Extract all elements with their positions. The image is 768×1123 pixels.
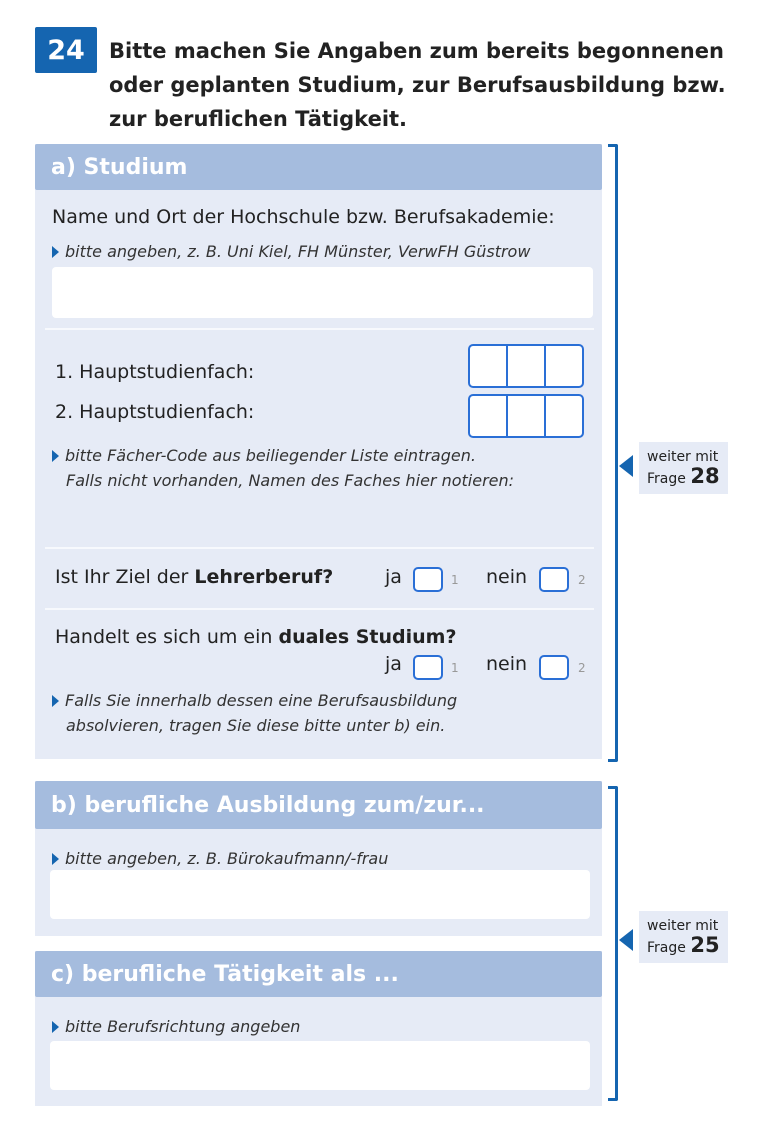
hint-arrow-icon bbox=[52, 246, 59, 258]
goto-arrow-icon bbox=[619, 455, 633, 477]
code-digit-box[interactable] bbox=[470, 396, 508, 436]
teacher-question-bold: Lehrerberuf? bbox=[194, 566, 334, 588]
goto-frage-number: 25 bbox=[690, 933, 720, 957]
subject2-code-field[interactable] bbox=[468, 394, 584, 438]
subject-hint-line1: bitte Fächer-Code aus beiliegender Liste eintragen. bbox=[65, 446, 476, 465]
goto-frage-number: 28 bbox=[690, 464, 720, 488]
dual-hint-line2: absolvieren, tragen Sie diese bitte unter b) ein. bbox=[66, 716, 446, 735]
goto-frage-28 bbox=[639, 442, 728, 494]
dual-hint-line1: Falls Sie innerhalb dessen eine Berufsausbildung bbox=[65, 691, 458, 710]
hint-arrow-icon bbox=[52, 695, 59, 707]
section-c-hint bbox=[52, 1014, 300, 1039]
school-hint bbox=[52, 239, 530, 264]
goto-text: weiter mit bbox=[647, 449, 719, 465]
section-a-header: a) Studium bbox=[35, 144, 602, 190]
goto-text: weiter mit bbox=[647, 918, 719, 934]
question-title bbox=[109, 34, 729, 136]
hint-arrow-icon bbox=[52, 853, 59, 865]
dual-question-bold: duales Studium? bbox=[278, 626, 457, 648]
section-b-hint bbox=[52, 846, 388, 871]
code-digit-box[interactable] bbox=[546, 346, 582, 386]
school-label: Name und Ort der Hochschule bzw. Berufsakademie: bbox=[52, 206, 555, 228]
school-hint-text: bitte angeben, z. B. Uni Kiel, FH Münster, VerwFH Güstrow bbox=[65, 242, 531, 261]
question-title-line: zur beruflichen Tätigkeit. bbox=[109, 107, 408, 131]
subject1-code-field[interactable] bbox=[468, 344, 584, 388]
dual-yes-code: 1 bbox=[451, 661, 459, 675]
dual-yes-checkbox[interactable] bbox=[413, 655, 443, 680]
section-c-input[interactable] bbox=[50, 1041, 590, 1090]
dual-question-prefix: Handelt es sich um ein bbox=[55, 626, 279, 648]
code-digit-box[interactable] bbox=[470, 346, 508, 386]
section-a-bracket bbox=[608, 144, 618, 762]
teacher-yes-label: ja bbox=[385, 566, 402, 588]
teacher-no-code: 2 bbox=[578, 573, 586, 587]
goto-frage-label: Frage bbox=[647, 471, 686, 487]
section-c-hint-text: bitte Berufsrichtung angeben bbox=[65, 1017, 301, 1036]
subject1-label: 1. Hauptstudienfach: bbox=[55, 361, 255, 383]
subject2-label: 2. Hauptstudienfach: bbox=[55, 401, 255, 423]
section-b-input[interactable] bbox=[50, 870, 590, 919]
teacher-yes-checkbox[interactable] bbox=[413, 567, 443, 592]
dual-hint bbox=[52, 688, 457, 738]
question-title-line: oder geplanten Studium, zur Berufsausbildung bzw. bbox=[109, 73, 726, 97]
section-b-hint-text: bitte angeben, z. B. Bürokaufmann/-frau bbox=[65, 849, 389, 868]
school-input[interactable] bbox=[52, 267, 593, 318]
dual-no-label: nein bbox=[486, 653, 528, 675]
goto-frage-25 bbox=[639, 911, 728, 963]
hint-arrow-icon bbox=[52, 1021, 59, 1033]
section-b-header: b) berufliche Ausbildung zum/zur... bbox=[35, 781, 602, 829]
code-digit-box[interactable] bbox=[546, 396, 582, 436]
code-digit-box[interactable] bbox=[508, 346, 546, 386]
teacher-question-prefix: Ist Ihr Ziel der bbox=[55, 566, 195, 588]
subject-hint bbox=[52, 443, 514, 493]
dual-no-checkbox[interactable] bbox=[539, 655, 569, 680]
code-digit-box[interactable] bbox=[508, 396, 546, 436]
subject-hint-line2: Falls nicht vorhanden, Namen des Faches hier notieren: bbox=[66, 471, 515, 490]
divider bbox=[45, 328, 594, 330]
subject-name-area[interactable] bbox=[52, 495, 589, 543]
hint-arrow-icon bbox=[52, 450, 59, 462]
section-c-header: c) berufliche Tätigkeit als ... bbox=[35, 951, 602, 997]
divider bbox=[45, 547, 594, 549]
goto-arrow-icon bbox=[619, 929, 633, 951]
section-bc-bracket bbox=[608, 786, 618, 1101]
dual-no-code: 2 bbox=[578, 661, 586, 675]
teacher-no-checkbox[interactable] bbox=[539, 567, 569, 592]
dual-question bbox=[55, 626, 457, 648]
divider bbox=[45, 608, 594, 610]
teacher-yes-code: 1 bbox=[451, 573, 459, 587]
dual-yes-label: ja bbox=[385, 653, 402, 675]
question-title-line: Bitte machen Sie Angaben zum bereits begonnenen bbox=[109, 39, 724, 63]
teacher-no-label: nein bbox=[486, 566, 528, 588]
question-number: 24 bbox=[35, 27, 97, 73]
goto-frage-label: Frage bbox=[647, 940, 686, 956]
teacher-question bbox=[55, 566, 333, 588]
